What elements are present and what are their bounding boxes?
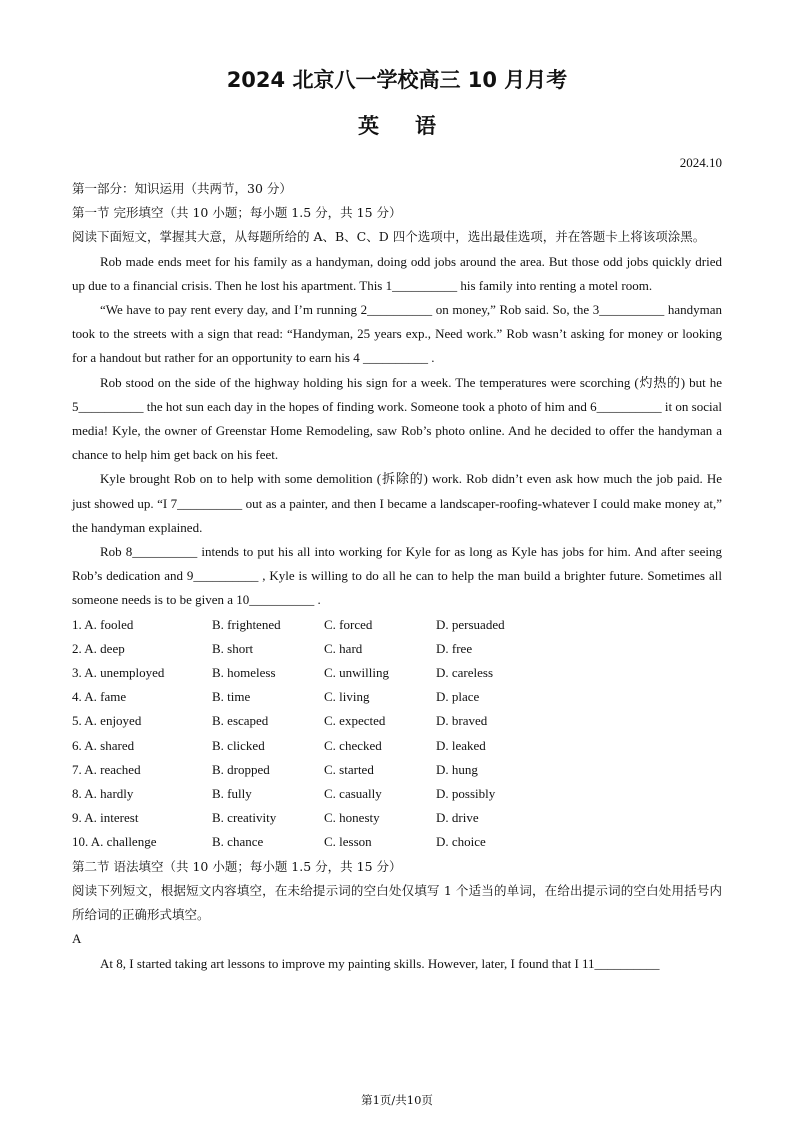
section-a-text: At 8, I started taking art lessons to improve my painting skills. However, later, I found that I 11__________ xyxy=(100,955,660,971)
option: B. escaped xyxy=(212,713,269,729)
passage-paragraph-3: Rob stood on the side of the highway holding his sign for a week. The temperatures were scorching (灼热的) but he 5__________ the hot sun each day in the hopes of finding work. Someone took a photo of him and 6__________ it on social media! Kyle, the owner of Greenstar Home Remodeling, saw Rob’s photo online. And he decided to offer the handyman a chance to help him get back on his feet. xyxy=(72,374,722,463)
option: C. started xyxy=(324,761,374,777)
section2-heading: 第二节 语法填空（共 10 小题；每小题 1.5 分，共 15 分） xyxy=(72,858,402,874)
section2-instructions: 阅读下列短文，根据短文内容填空，在未给提示词的空白处仅填写 1 个适当的单词，在给出提示词的空白处用括号内所给词的正确形式填空。 xyxy=(72,882,722,923)
options-row-8 xyxy=(72,782,722,806)
subject-title: 英语 xyxy=(358,114,472,138)
option: 10. A. challenge xyxy=(72,834,157,850)
option: 9. A. interest xyxy=(72,810,139,826)
options-row-7 xyxy=(72,758,722,782)
option: C. unwilling xyxy=(324,665,390,681)
option: B. time xyxy=(212,689,251,705)
option: 2. A. deep xyxy=(72,640,125,656)
passage-paragraph-1: Rob made ends meet for his family as a handyman, doing odd jobs around the area. But those odd jobs quickly dried up due to a financial crisis. Then he lost his apartment. This 1__________ his family into renting a motel room. xyxy=(72,253,722,293)
option: B. fully xyxy=(212,786,252,802)
option: B. dropped xyxy=(212,761,270,777)
option: B. chance xyxy=(212,834,264,850)
option: C. casually xyxy=(324,786,382,802)
option: 5. A. enjoyed xyxy=(72,713,142,729)
exam-body xyxy=(72,177,722,976)
option: C. living xyxy=(324,689,370,705)
option: 6. A. shared xyxy=(72,737,135,753)
option: C. expected xyxy=(324,713,386,729)
options-row-2 xyxy=(72,637,722,661)
option: D. careless xyxy=(436,665,494,681)
option: D. hung xyxy=(436,761,478,777)
option: C. forced xyxy=(324,616,373,632)
option: B. creativity xyxy=(212,810,277,826)
option: B. frightened xyxy=(212,616,281,632)
option: D. drive xyxy=(436,810,479,826)
page-number: 第1页/共10页 xyxy=(361,1093,433,1107)
option: B. short xyxy=(212,640,254,656)
option: C. hard xyxy=(324,640,363,656)
option: B. clicked xyxy=(212,737,265,753)
option: 7. A. reached xyxy=(72,761,141,777)
passage-paragraph-4: Kyle brought Rob on to help with some demolition (拆除的) work. Rob didn’t even ask how much the job paid. He just showed up. “I 7__________ out as a painter, and then I became a landscaper-roofing-whatever I could make money at,” the handyman explained. xyxy=(72,471,722,535)
options-row-3 xyxy=(72,661,722,685)
exam-title: 2024 北京八一学校高三 10 月月考 xyxy=(226,68,568,92)
passage-paragraph-5: Rob 8__________ intends to put his all into working for Kyle for as long as Kyle has jobs for him. And after seeing Rob’s dedication and 9__________ , Kyle is willing to do all he can to help the man build a brighter future. Sometimes all someone needs is to be given a 10__________ . xyxy=(72,544,722,608)
option: 3. A. unemployed xyxy=(72,665,165,681)
option: D. place xyxy=(436,689,480,705)
option: D. persuaded xyxy=(436,616,505,632)
part1-heading: 第一部分：知识运用（共两节，30 分） xyxy=(72,181,292,196)
options-row-4 xyxy=(72,685,722,709)
option: 1. A. fooled xyxy=(72,616,134,632)
options-row-1 xyxy=(72,613,722,637)
option: C. lesson xyxy=(324,834,372,850)
options-row-6 xyxy=(72,734,722,758)
options-row-9 xyxy=(72,806,722,830)
option: D. braved xyxy=(436,713,488,729)
option: D. leaked xyxy=(436,737,486,753)
section1-instructions: 阅读下面短文，掌握其大意，从每题所给的 A、B、C、D 四个选项中，选出最佳选项，并在答题卡上将该项涂黑。 xyxy=(72,229,706,245)
option: D. choice xyxy=(436,834,486,850)
passage-paragraph-2: “We have to pay rent every day, and I’m running 2__________ on money,” Rob said. So, the 3__________ handyman took to the streets with a sign that read: “Handyman, 25 years exp., Need work.” Rob wasn’t asking for money or looking for a handout but rather for an opportunity to earn his 4 __________ . xyxy=(72,302,722,366)
option: B. homeless xyxy=(212,665,276,681)
option: D. possibly xyxy=(436,786,496,802)
options-row-10 xyxy=(72,830,722,854)
options-row-5 xyxy=(72,709,722,733)
section-a-label: A xyxy=(72,931,82,947)
option: 4. A. fame xyxy=(72,689,127,705)
option: D. free xyxy=(436,640,473,656)
option: C. checked xyxy=(324,737,382,753)
option: 8. A. hardly xyxy=(72,786,134,802)
option: C. honesty xyxy=(324,810,380,826)
section1-heading: 第一节 完形填空（共 10 小题；每小题 1.5 分，共 15 分） xyxy=(72,205,402,221)
exam-date: 2024.10 xyxy=(679,155,722,170)
